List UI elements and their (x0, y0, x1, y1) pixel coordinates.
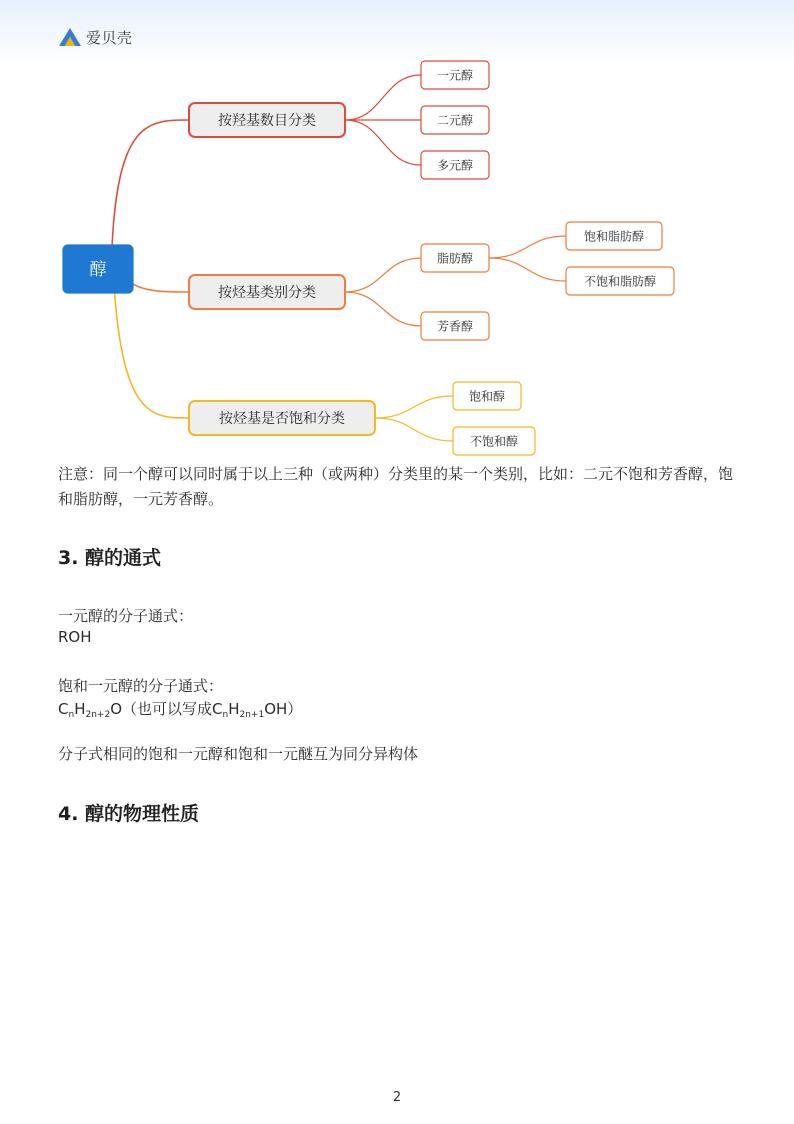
connector-branch-2-leaf-1 (345, 258, 421, 292)
root-node-label: 醇 (89, 260, 107, 281)
formula-c-sub: n (68, 710, 75, 720)
mono-alcohol-label: 一元醇的分子通式： (58, 607, 194, 625)
formula-alt-c: C (212, 700, 223, 718)
section-3-title: 3. 醇的通式 (58, 547, 162, 569)
formula-alt-suffix: ） (287, 700, 303, 718)
connector-branch-1-leaf-1 (345, 75, 421, 120)
formula-c: C (58, 700, 69, 718)
leaf-node-1-3-label: 多元醇 (436, 158, 474, 173)
formula-alt-c-sub: n (222, 710, 229, 720)
brand-name: 爱贝壳 (86, 28, 133, 47)
connector-leaf-sub-2 (489, 258, 566, 281)
sub-node-2-label: 不饱和脂肪醇 (583, 274, 657, 289)
branch-node-2-label: 按烃基类别分类 (218, 285, 316, 302)
connector-branch-3-leaf-2 (375, 418, 453, 441)
page-number: 2 (392, 1090, 402, 1105)
connector-branch-3-leaf-1 (375, 396, 453, 418)
connector-branch-1-leaf-3 (345, 120, 421, 165)
mono-alcohol-formula: ROH (58, 628, 92, 646)
classification-note: 注意：同一个醇可以同时属于以上三种（或两种）分类里的某一个类别，比如：二元不饱和芳香醇，饱和脂肪醇，一元芳香醇。 (58, 465, 734, 508)
branch-node-3-label: 按烃基是否饱和分类 (219, 411, 345, 428)
formula-alt-h: H (228, 700, 240, 718)
connector-root-branch-1 (112, 120, 189, 247)
isomer-note: 分子式相同的饱和一元醇和饱和一元醚互为同分异构体 (58, 745, 419, 763)
formula-alt-prefix: （也可以写成 (122, 700, 213, 718)
leaf-node-1-2-label: 二元醇 (436, 113, 474, 128)
mind-map (0, 0, 794, 470)
connector-leaf-sub-1 (489, 236, 566, 258)
branch-node-1-label: 按羟基数目分类 (218, 113, 316, 130)
saturated-mono-formula (58, 698, 302, 719)
leaf-node-2-1-label: 脂肪醇 (436, 251, 474, 266)
leaf-node-2-2-label: 芳香醇 (436, 319, 474, 334)
connector-branch-2-leaf-2 (345, 292, 421, 326)
section-4-title: 4. 醇的物理性质 (58, 803, 200, 825)
leaf-node-1-1-label: 一元醇 (436, 68, 474, 83)
leaf-node-3-1-label: 饱和醇 (468, 389, 506, 404)
formula-h: H (74, 700, 86, 718)
formula-h-sub: 2n+2 (85, 710, 111, 720)
formula-alt-oh: OH (264, 700, 288, 718)
formula-alt-h-sub: 2n+1 (239, 710, 265, 720)
leaf-node-3-2-label: 不饱和醇 (469, 434, 519, 449)
sub-node-1-label: 饱和脂肪醇 (583, 229, 645, 244)
formula-o: O (110, 700, 122, 718)
saturated-mono-label: 饱和一元醇的分子通式： (58, 677, 224, 695)
